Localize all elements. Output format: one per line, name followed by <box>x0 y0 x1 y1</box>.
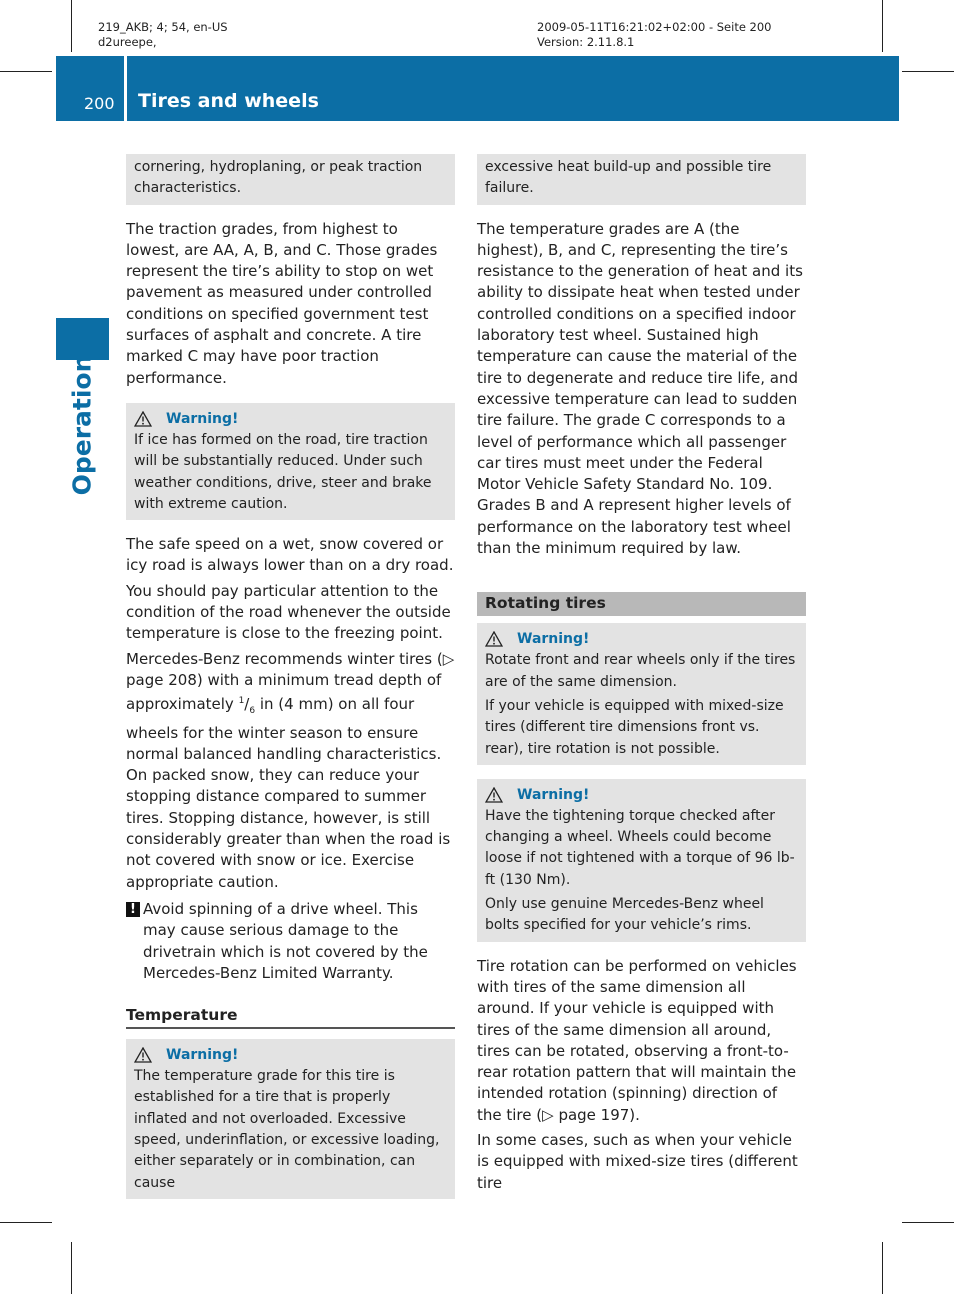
temperature-warning-box <box>126 1039 455 1199</box>
header-divider <box>124 56 127 121</box>
crop-mark <box>71 0 72 52</box>
print-meta-left-line1: 219_AKB; 4; 54, en-US <box>98 20 228 34</box>
warning-heading <box>134 1044 447 1066</box>
print-meta-right <box>537 20 772 50</box>
warning-triangle-icon <box>134 1047 152 1063</box>
rotation-text-b: page 197). <box>553 1105 640 1124</box>
drive-wheel-notice <box>126 899 455 984</box>
section-title: Tires and wheels <box>138 90 319 112</box>
warning-triangle-icon <box>134 411 152 427</box>
rotating-tires-heading: Rotating tires <box>477 592 806 616</box>
warning-text: If ice has formed on the road, tire traction will be substantially reduced. Under such weather conditions, drive, steer and brake with extreme caution. <box>134 431 432 512</box>
print-meta-left-line2: d2ureepe, <box>98 35 157 49</box>
torque-warning-box <box>477 779 806 942</box>
rotation-text-a: Tire rotation can be performed on vehicles with tires of the same dimension all around. If your vehicle is equipped with tires of the same dimension all around, tires can be rotated, observing a front-to-rear rotation pattern that will maintain the intended rotation (spinning) direction of the tire ( <box>477 956 797 1124</box>
warning-text: Have the tightening torque checked after changing a wheel. Wheels could become loose if not tightened with a torque of 96 lb-ft (130 Nm). <box>485 807 795 888</box>
mixed-size-paragraph: In some cases, such as when your vehicle is equipped with mixed-size tires (different tire <box>477 1130 798 1192</box>
page-ref-arrow-icon: ▷ <box>542 1105 554 1124</box>
warning-text: The temperature grade for this tire is established for a tire that is properly inflated and not overloaded. Excessive speed, underinflation, or excessive loading, either separately or in combination, can cause <box>134 1068 440 1191</box>
fraction-slash: / <box>244 695 250 714</box>
crop-mark <box>902 1222 954 1223</box>
crop-mark <box>902 71 954 72</box>
continued-note-text: cornering, hydroplaning, or peak traction characteristics. <box>134 159 423 197</box>
print-meta-left <box>98 20 228 50</box>
winter-tires-text-b: page 208) with a minimum tread depth of approximately <box>126 670 442 714</box>
temperature-heading: Temperature <box>126 1006 455 1029</box>
warning-triangle-icon <box>485 787 503 803</box>
warning-heading <box>485 784 798 806</box>
temperature-grades-paragraph: The temperature grades are A (the highest), B, and C, representing the tire’s resistance to the generation of heat and its ability to dissipate heat when tested under controlled conditions on a specified indoor laboratory test wheel. Sustained high temperature can cause the material of the tire to degenerate and reduce tire life, and excessive temperature can lead to sudden tire failure. The grade C corresponds to a level of performance which all passenger car tires must meet under the Federal Motor Vehicle Safety Standard No. 109. Grades B and A represent higher levels of performance on the laboratory test wheel than the minimum required by law. <box>477 219 803 558</box>
warning-title: Warning! <box>166 1047 239 1064</box>
rotation-paragraph <box>477 956 806 1126</box>
continued-warning-box <box>477 154 806 205</box>
continued-note-box <box>126 154 455 205</box>
exclamation-icon: ! <box>126 902 140 917</box>
safe-speed-paragraph: The safe speed on a wet, snow covered or icy road is always lower than on a dry road. <box>126 535 454 575</box>
road-condition-paragraph: You should pay particular attention to the condition of the road whenever the outside temperature is close to the freezing point. <box>126 581 451 643</box>
notice-text: Avoid spinning of a drive wheel. This may cause serious damage to the drivetrain which is not covered by the Mercedes-Benz Limited Warranty. <box>143 899 428 982</box>
left-column <box>126 154 455 1213</box>
crop-mark <box>0 71 52 72</box>
warning-title: Warning! <box>517 786 590 803</box>
warning-text: Rotate front and rear wheels only if the tires are of the same dimension. <box>485 652 796 690</box>
winter-tires-text-a: Mercedes-Benz recommends winter tires ( <box>126 649 443 668</box>
crop-mark <box>71 1242 72 1294</box>
page-ref-arrow-icon: ▷ <box>442 649 455 668</box>
winter-tires-paragraph <box>126 649 455 893</box>
warning-title: Warning! <box>517 631 590 648</box>
warning-text: If your vehicle is equipped with mixed-size tires (different tire dimensions front vs. rear), tire rotation is not possible. <box>485 697 784 757</box>
warning-title: Warning! <box>166 410 239 427</box>
side-tab-label: Operation <box>67 354 97 496</box>
page-number: 200 <box>84 94 115 113</box>
crop-mark <box>882 1242 883 1294</box>
warning-heading <box>134 408 447 430</box>
side-tab <box>56 354 109 496</box>
warning-heading <box>485 628 798 650</box>
warning-text: Only use genuine Mercedes-Benz wheel bolts specified for your vehicle’s rims. <box>485 896 764 934</box>
ice-warning-box <box>126 403 455 520</box>
warning-triangle-icon <box>485 631 503 647</box>
winter-tires-text-c: in (4 mm) on all four wheels for the winter season to ensure normal balanced handling characteristics. On packed snow, they can reduce your stopping distance compared to summer tires. Stopping distance, however, is still considerably greater than when the road is not covered with snow or ice. Exercise appropriate caution. <box>126 695 451 891</box>
print-meta-right-line1: 2009-05-11T16:21:02+02:00 - Seite 200 <box>537 20 772 34</box>
print-meta-right-line2: Version: 2.11.8.1 <box>537 35 635 49</box>
crop-mark <box>882 0 883 52</box>
traction-grades-paragraph: The traction grades, from highest to lowest, are AA, A, B, and C. Those grades represent the tire’s ability to stop on wet pavement as measured under controlled conditions on specified government test surfaces of asphalt and concrete. A tire marked C may have poor traction performance. <box>126 219 438 387</box>
continued-warning-text: excessive heat build-up and possible tire failure. <box>485 159 772 197</box>
fraction-denominator: 6 <box>249 706 256 717</box>
fraction-numerator: 1 <box>238 696 245 707</box>
right-column <box>477 154 806 1198</box>
rotation-warning-box <box>477 623 806 764</box>
crop-mark <box>0 1222 52 1223</box>
